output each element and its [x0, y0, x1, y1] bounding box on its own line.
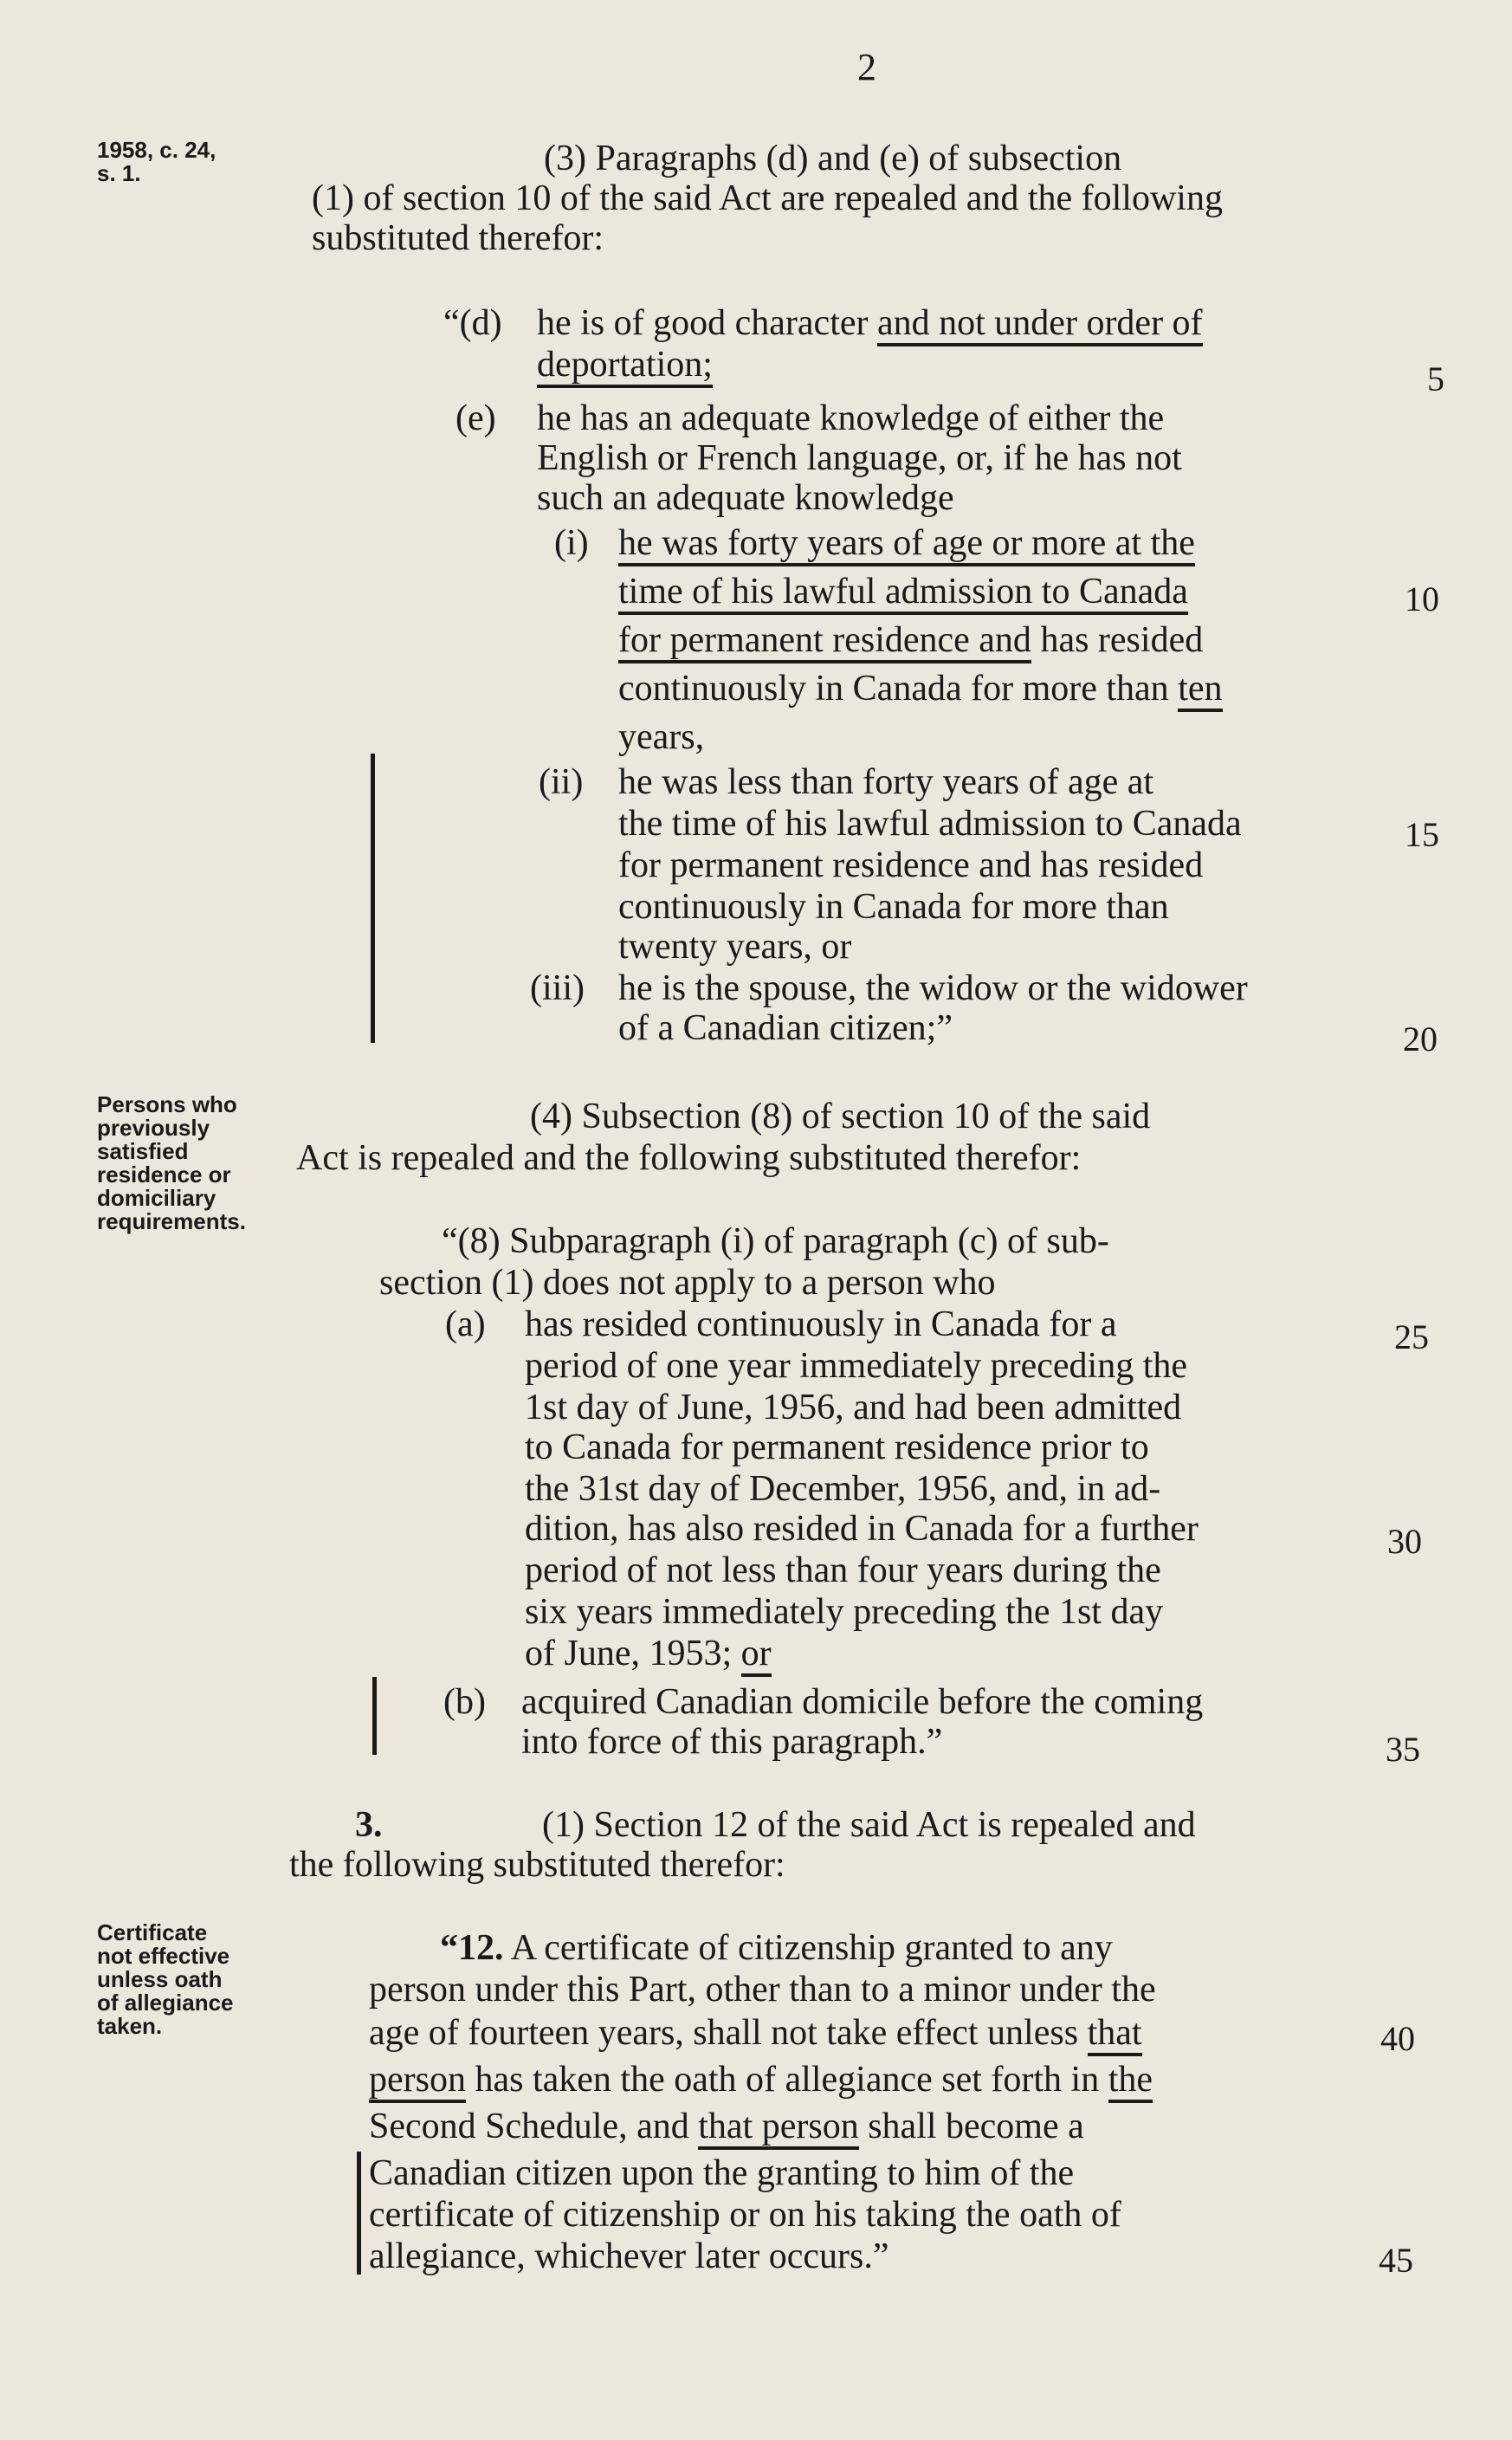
amended-text: person: [369, 2060, 466, 2103]
margin-note-certificate: Certificate not effective unless oath of allegiance taken.: [97, 1919, 234, 2039]
text-line: (4) Subsection (8) of section 10 of the said: [530, 1097, 1151, 1136]
text-line: six years immediately preceding the 1st day: [525, 1592, 1164, 1632]
line-number: 20: [1403, 1019, 1438, 1058]
text-line: has resided continuously in Canada for a: [525, 1304, 1117, 1344]
amended-text: ten: [1178, 669, 1222, 712]
text-line: to Canada for permanent residence prior to: [525, 1427, 1149, 1467]
paragraph-label: (a): [445, 1304, 486, 1344]
line-number: 5: [1427, 359, 1444, 398]
text-line: he is of good character and not under order of: [537, 303, 1203, 344]
amended-text: the: [1108, 2060, 1153, 2103]
line-number: 35: [1386, 1730, 1420, 1769]
revision-bar: [371, 754, 375, 1043]
paragraph-label: “(d): [443, 303, 502, 343]
text-line: (1) of section 10 of the said Act are repealed and the following: [312, 178, 1223, 218]
amended-text: that: [1088, 2013, 1142, 2056]
text-line: continuously in Canada for more than ten: [618, 669, 1223, 709]
text-line: [618, 572, 1188, 612]
section-number: “12.: [440, 1928, 504, 1968]
text-line: of June, 1953; or: [525, 1634, 772, 1674]
margin-note-citation: 1958, c. 24, s. 1.: [97, 137, 216, 186]
text-line: he was less than forty years of age at: [618, 762, 1154, 802]
revision-bar: [357, 2152, 361, 2275]
line-number: 30: [1387, 1522, 1422, 1561]
line-number: 25: [1394, 1317, 1429, 1356]
margin-note-persons-previously: Persons who previously satisfied residence or domiciliary requirements.: [97, 1091, 246, 1234]
text-line: [618, 523, 1195, 564]
revision-bar: [372, 1677, 377, 1755]
text-line: for permanent residence and has resided: [618, 620, 1203, 661]
line-number: 40: [1380, 2019, 1415, 2058]
text-line: substituted therefor:: [312, 218, 604, 258]
text-line: the 31st day of December, 1956, and, in ad-: [525, 1469, 1161, 1509]
text-line: period of not less than four years during the: [525, 1550, 1161, 1590]
text-line: he has an adequate knowledge of either the: [537, 398, 1165, 438]
text-line: Second Schedule, and that person shall become a: [369, 2107, 1084, 2147]
line-number: 15: [1405, 815, 1439, 854]
amended-text: that person: [698, 2107, 858, 2150]
text-line: allegiance, whichever later occurs.”: [369, 2236, 889, 2276]
page-number: 2: [857, 46, 876, 88]
text-line: “12. A certificate of citizenship granted to any: [440, 1928, 1113, 1968]
text-line: period of one year immediately preceding the: [525, 1346, 1188, 1386]
text-line: age of fourteen years, shall not take effect unless that: [369, 2013, 1142, 2054]
text-line: dition, has also resided in Canada for a further: [525, 1509, 1199, 1549]
amended-text: time of his lawful admission to Canada: [618, 572, 1188, 615]
text-line: (1) Section 12 of the said Act is repealed and: [542, 1805, 1196, 1845]
subparagraph-label: (iii): [530, 968, 585, 1008]
section-number: 3.: [355, 1805, 383, 1845]
paragraph-label: (b): [443, 1682, 486, 1722]
text-line: certificate of citizenship or on his taking the oath of: [369, 2195, 1121, 2235]
amended-text: and not under order of: [877, 303, 1203, 346]
text-line: the following substituted therefor:: [289, 1845, 785, 1885]
amended-text: deportation;: [537, 345, 713, 388]
text-line: person has taken the oath of allegiance set forth in the: [369, 2060, 1153, 2100]
text-line: of a Canadian citizen;”: [618, 1008, 953, 1048]
paragraph-label: (e): [456, 398, 496, 438]
text-line: continuously in Canada for more than: [618, 887, 1169, 927]
text-line: the time of his lawful admission to Canada: [618, 804, 1242, 844]
line-number: 10: [1405, 579, 1439, 618]
text-line: he is the spouse, the widow or the widower: [618, 968, 1248, 1008]
text-line: section (1) does not apply to a person who: [379, 1263, 996, 1303]
subparagraph-label: (ii): [539, 762, 584, 802]
text-line: [537, 345, 713, 385]
text-line: for permanent residence and has resided: [618, 845, 1204, 885]
amended-text: or: [741, 1634, 772, 1677]
line-number: 45: [1379, 2241, 1413, 2280]
text-line: person under this Part, other than to a minor under the: [369, 1970, 1156, 2010]
text-line: Canadian citizen upon the granting to him of the: [369, 2153, 1075, 2193]
text-line: English or French language, or, if he has not: [537, 438, 1182, 478]
text-line: such an adequate knowledge: [537, 478, 954, 518]
amended-text: for permanent residence and: [618, 620, 1031, 663]
text-line: into force of this paragraph.”: [521, 1722, 943, 1762]
text-line: acquired Canadian domicile before the coming: [521, 1682, 1204, 1722]
subparagraph-label: (i): [554, 523, 589, 563]
text-line: twenty years, or: [618, 927, 852, 967]
text-line: (3) Paragraphs (d) and (e) of subsection: [544, 139, 1122, 178]
text-line: Act is repealed and the following substituted therefor:: [296, 1138, 1082, 1178]
text-line: years,: [618, 717, 705, 757]
text-line: “(8) Subparagraph (i) of paragraph (c) of sub-: [442, 1221, 1109, 1261]
amended-text: he was forty years of age or more at the: [618, 523, 1195, 566]
text-line: 1st day of June, 1956, and had been admitted: [525, 1388, 1182, 1427]
